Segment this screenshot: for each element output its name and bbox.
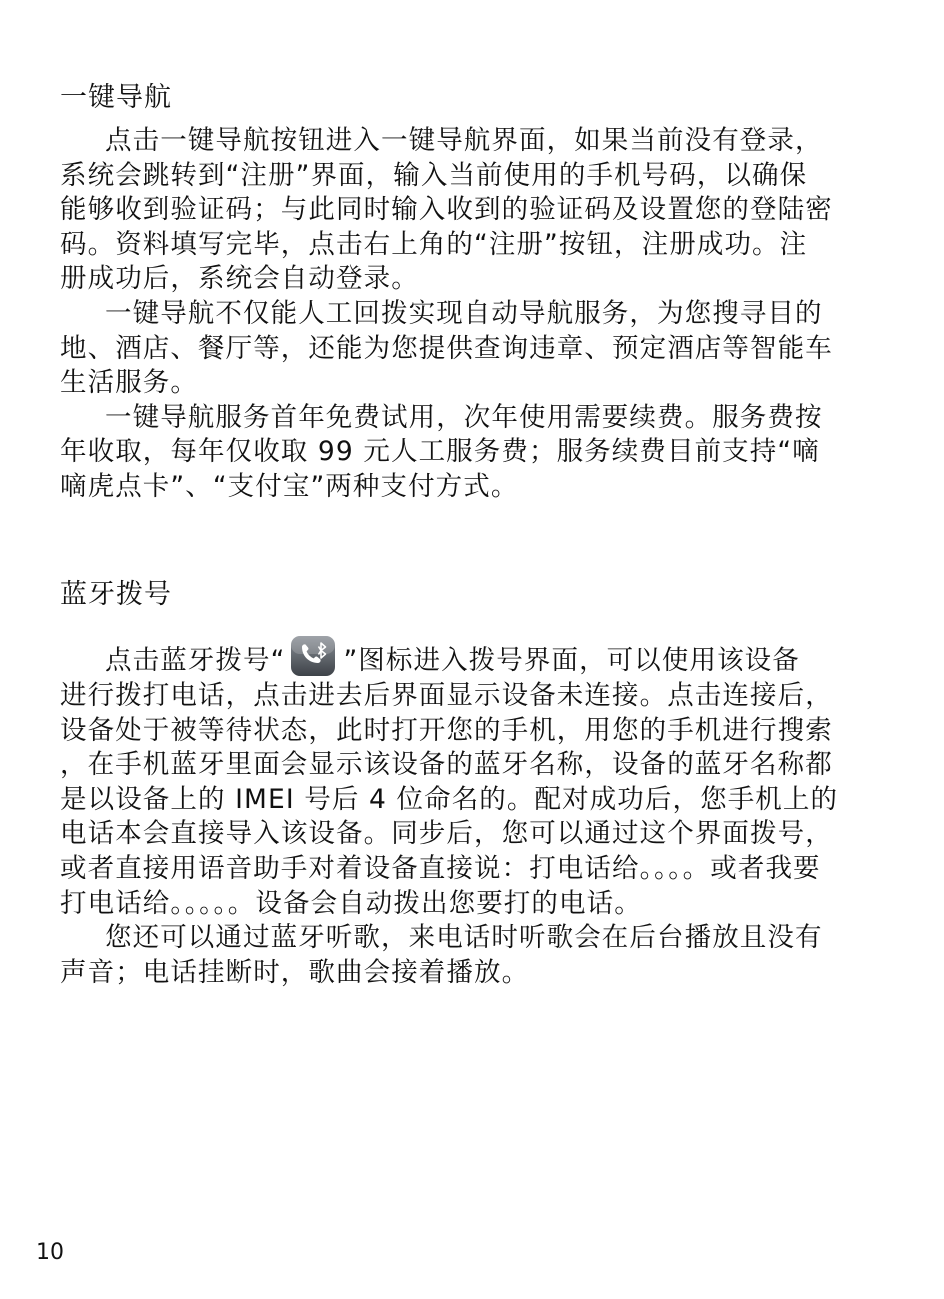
text-line: 声音；电话挂断时，歌曲会接着播放。 [60,956,530,988]
text-line: 地、酒店、餐厅等，还能为您提供查询违章、预定酒店等智能车 [60,332,833,364]
section-one-key-navigation [60,80,890,505]
text-before-icon: 点击蓝牙拨号“ [105,645,286,676]
text-line: 设备处于被等待状态，此时打开您的手机，用您的手机进行搜索 [60,714,833,746]
text-line: 进行拨打电话，点击进去后界面显示设备未连接。点击连接后， [60,680,833,711]
paragraph [60,921,890,990]
text-line: 您还可以通过蓝牙听歌，来电话时听歌会在后台播放且没有 [105,922,823,954]
text-line: 码。资料填写完毕，点击右上角的“注册”按钮，注册成功。注 [60,228,808,260]
paragraph [60,401,890,505]
text-line: ，在手机蓝牙里面会显示该设备的蓝牙名称，设备的蓝牙名称都 [60,749,833,781]
bluetooth-phone-icon [289,635,339,679]
page-number: 10 [36,1240,64,1265]
text-line: 或者直接用语音助手对着设备直接说：打电话给。。。。或者我要 [60,852,821,884]
text-line: 册成功后，系统会自动登录。 [60,263,419,295]
paragraph [60,635,890,921]
section-bluetooth-dial [60,577,890,990]
text-line: 一键导航不仅能人工回拨实现自动导航服务，为您搜寻目的 [105,297,823,329]
text-line: 嘀虎点卡”、“支付宝”两种支付方式。 [60,470,519,502]
text-line: 年收取，每年仅收取 99 元人工服务费；服务续费目前支持“嘀 [60,436,820,468]
section-title: 蓝牙拨号 [60,579,172,610]
text-line: 电话本会直接导入该设备。同步后，您可以通过这个界面拨号， [60,818,833,850]
text-line: 打电话给。。。。。设备会自动拨出您要打的电话。 [60,887,642,919]
text-line: 能够收到验证码；与此同时输入收到的验证码及设置您的登陆密 [60,194,833,226]
text-line-with-icon [60,635,890,679]
text-line: 是以设备上的 IMEI 号后 4 位命名的。配对成功后，您手机上的 [60,783,839,815]
text-after-icon: ”图标进入拨号界面，可以使用该设备 [343,645,800,676]
paragraph [60,297,890,401]
text-line: 生活服务。 [60,367,198,399]
paragraph [60,124,890,297]
text-line: 一键导航服务首年免费试用，次年使用需要续费。服务费按 [105,401,823,433]
text-line: 点击一键导航按钮进入一键导航界面，如果当前没有登录， [105,125,823,156]
text-line: 系统会跳转到“注册”界面，输入当前使用的手机号码，以确保 [60,159,808,191]
section-title: 一键导航 [60,82,172,113]
